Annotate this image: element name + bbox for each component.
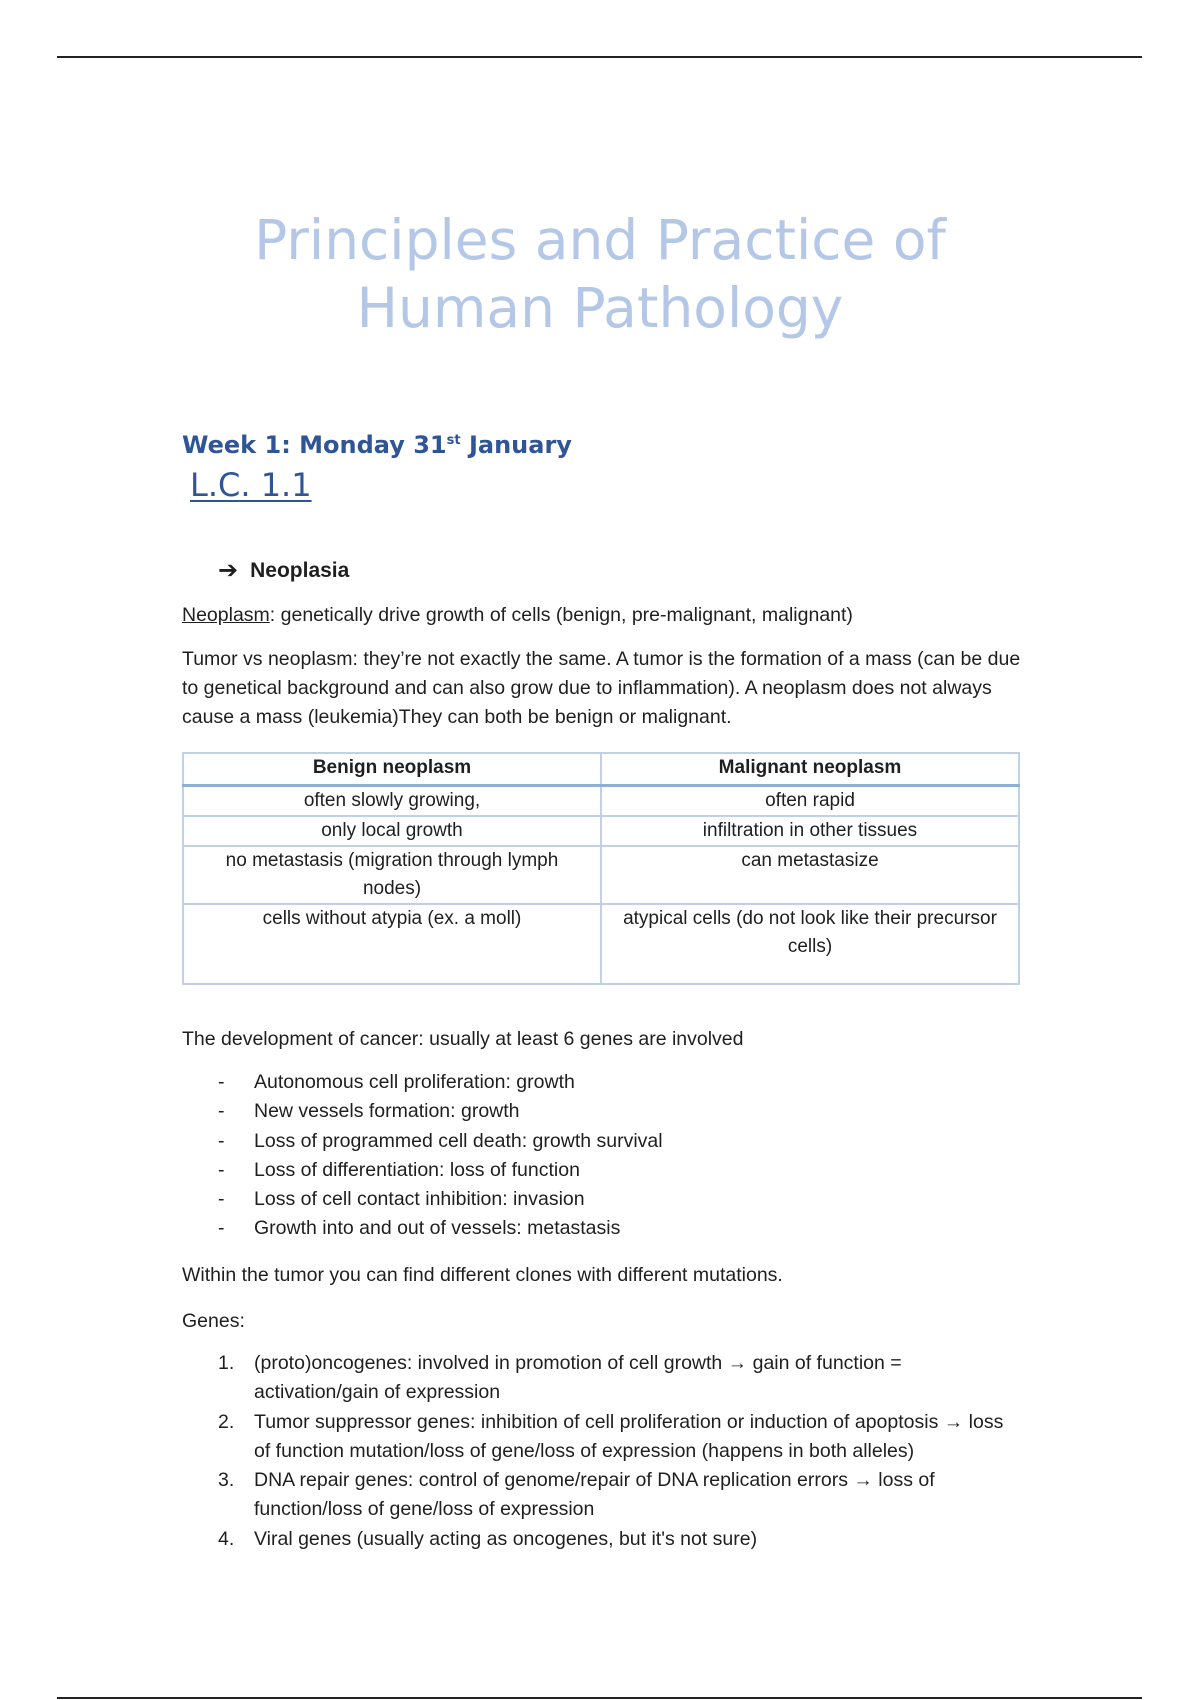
list-item [182,1408,1022,1467]
section-title: Neoplasia [250,558,350,582]
list-item-text: Viral genes (usually acting as oncogenes, but it's not sure) [254,1527,758,1550]
list-item-dash: - [218,1158,225,1181]
table-cell: often slowly growing, [183,786,601,817]
clones-paragraph: Within the tumor you can find different clones with different mutations. [182,1264,783,1286]
list-item-number: 1. [218,1352,235,1374]
list-item [182,1097,1022,1126]
list-item-number: 3. [218,1469,235,1492]
list-item-dash: - [218,1100,225,1123]
cancer-development-intro: The development of cancer: usually at least 6 genes are involved [182,1028,744,1050]
bottom-rule [57,1697,1142,1699]
cancer-hallmarks-list [182,1068,1022,1244]
neoplasm-term: Neoplasm [182,604,270,626]
table-row [183,904,1019,984]
list-item-text: (proto)oncogenes: involved in promotion of cell growth → gain of function = activation/gain of expression [254,1352,902,1404]
list-item [182,1156,1022,1185]
table-header-row [183,753,1019,786]
table-cell: only local growth [183,816,601,846]
top-rule [57,56,1142,58]
page-title [0,206,1200,342]
list-item-number: 2. [218,1410,235,1433]
list-item-dash: - [218,1071,225,1093]
week-heading [182,431,572,459]
list-item [182,1127,1022,1156]
list-item [182,1068,1022,1097]
neoplasm-comparison-table [182,752,1020,985]
table-row [183,786,1019,817]
table-cell: often rapid [601,786,1019,817]
list-item-text: Autonomous cell proliferation: growth [254,1071,575,1093]
list-item-dash: - [218,1129,225,1152]
arrow-right-icon: ➔ [218,557,239,584]
table-row [183,816,1019,846]
neoplasm-definition-text: : genetically drive growth of cells (benign, pre-malignant, malignant) [269,604,853,626]
genes-label: Genes: [182,1310,245,1332]
table-cell: no metastasis (migration through lymph nodes) [183,846,601,904]
table-cell: atypical cells (do not look like their precursor cells) [601,904,1019,984]
neoplasm-definition [182,601,1022,630]
table-cell: infiltration in other tissues [601,816,1019,846]
section-heading [218,556,349,585]
list-item-text: Loss of programmed cell death: growth survival [254,1129,663,1152]
list-item [182,1185,1022,1214]
page-title-line-2: Human Pathology [356,276,844,340]
table-header-benign: Benign neoplasm [183,753,601,786]
list-item-dash: - [218,1188,225,1211]
week-heading-prefix: Week 1: Monday 31 [182,431,447,459]
lc-heading: L.C. 1.1 [190,466,312,504]
list-item-dash: - [218,1217,225,1240]
week-heading-suffix: January [460,431,572,459]
list-item [182,1349,1022,1408]
table-header-malignant: Malignant neoplasm [601,753,1019,786]
list-item-text: Loss of cell contact inhibition: invasion [254,1188,585,1211]
tumor-vs-neoplasm-paragraph: Tumor vs neoplasm: they’re not exactly the same. A tumor is the formation of a mass (can be due to genetical background and can also grow due to inflammation). A neoplasm does not always cause a mass (leukemia)They can both be benign or malignant. [182,648,1021,728]
list-item-number: 4. [218,1527,235,1550]
list-item-text: Loss of differentiation: loss of function [254,1158,580,1181]
list-item-text: Growth into and out of vessels: metastasis [254,1217,621,1240]
table-cell: cells without atypia (ex. a moll) [183,904,601,984]
table-cell: can metastasize [601,846,1019,904]
list-item [182,1466,1022,1525]
list-item-text: New vessels formation: growth [254,1100,520,1123]
table-row [183,846,1019,904]
list-item [182,1525,1022,1554]
week-heading-ordinal: st [446,433,461,448]
genes-list [182,1349,1022,1554]
list-item-text: Tumor suppressor genes: inhibition of cell proliferation or induction of apoptosis → loss of function mutation/loss of gene/loss of expression (happens in both alleles) [254,1410,1004,1462]
list-item-text: DNA repair genes: control of genome/repair of DNA replication errors → loss of function/loss of gene/loss of expression [254,1469,935,1521]
list-item [182,1214,1022,1243]
page-title-line-1: Principles and Practice of [254,208,946,272]
